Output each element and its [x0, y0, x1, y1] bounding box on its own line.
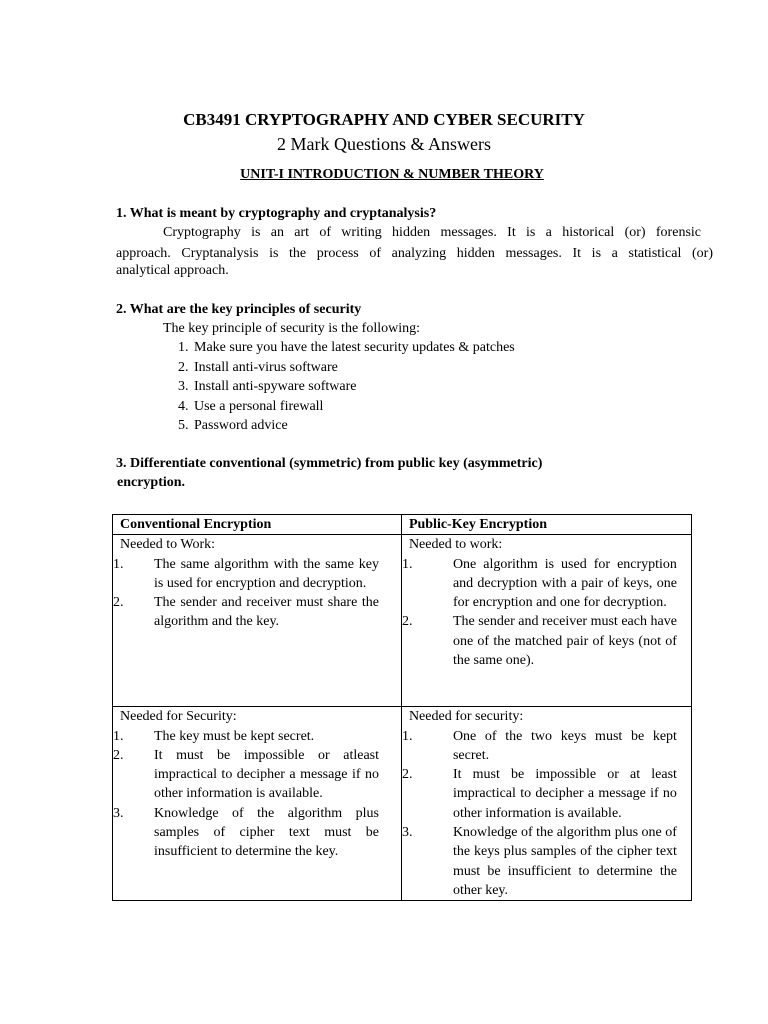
question-3-line-1: 3. Differentiate conventional (symmetric) from public key (asymmetric) — [116, 456, 543, 471]
security-principles-list — [172, 338, 515, 436]
item-number: 2. — [401, 767, 413, 783]
list-item — [113, 727, 401, 746]
question-3-line-2: encryption. — [117, 475, 186, 490]
list-item — [402, 765, 691, 823]
public-key-security-heading: Needed for security: — [408, 709, 524, 725]
question-1: 1. What is meant by cryptography and cryptanalysis? — [116, 206, 437, 221]
list-item: 2. Install anti-virus software — [192, 358, 515, 378]
answer-1-line-1: Cryptography is an art of writing hidden messages. It is a historical (or) forensic — [163, 225, 701, 240]
conventional-security-cell — [113, 707, 402, 901]
item-number: 1. — [113, 728, 124, 744]
answer-1-line-3: analytical approach. — [116, 263, 229, 278]
conventional-security-heading: Needed for Security: — [120, 709, 237, 725]
item-number: 1. — [401, 728, 413, 744]
list-item — [113, 746, 401, 804]
item-text: One of the two keys must be kept secret. — [452, 728, 677, 763]
list-item — [113, 593, 401, 632]
unit-heading-text: UNIT-I INTRODUCTION & NUMBER THEORY — [240, 167, 544, 182]
header-conventional: Conventional Encryption — [113, 515, 402, 535]
item-text: It must be impossible or at least impractical to decipher a message if no other information is available. — [452, 767, 677, 821]
table-row — [113, 707, 692, 901]
item-number: 1. — [113, 556, 124, 572]
item-text: It must be impossible or atleast impractical to decipher a message if no other information is available. — [154, 747, 379, 802]
item-text: The sender and receiver must each have one of the matched pair of keys (not of the same one). — [452, 614, 677, 669]
item-text: One algorithm is used for encryption and decryption with a pair of keys, one for encryption and one for decryption. — [452, 556, 677, 611]
comparison-table — [112, 514, 692, 901]
list-item — [402, 612, 691, 670]
public-key-work-cell — [401, 535, 691, 707]
item-number: 2. — [113, 747, 124, 763]
public-key-security-cell — [401, 707, 691, 901]
answer-2-intro: The key principle of security is the following: — [163, 321, 420, 336]
list-item: 1. Make sure you have the latest security updates & patches — [192, 338, 515, 358]
item-number: 2. — [113, 595, 124, 611]
table-header-row — [113, 515, 692, 535]
item-text: The same algorithm with the same key is used for encryption and decryption. — [154, 556, 379, 591]
item-text: The sender and receiver must share the algorithm and the key. — [154, 595, 379, 630]
list-item — [402, 555, 691, 613]
question-2: 2. What are the key principles of security — [116, 302, 362, 317]
list-item: 3. Install anti-spyware software — [192, 377, 515, 397]
item-text: Knowledge of the algorithm plus samples of cipher text must be insufficient to determine the key. — [154, 805, 379, 860]
list-item — [402, 823, 691, 900]
list-item: 4. Use a personal firewall — [192, 397, 515, 417]
public-key-work-heading: Needed to work: — [408, 537, 503, 553]
list-item — [113, 555, 401, 594]
conventional-work-heading: Needed to Work: — [120, 537, 216, 553]
item-number: 2. — [401, 614, 413, 630]
item-number: 3. — [113, 805, 124, 821]
header-public-key: Public-Key Encryption — [401, 515, 691, 535]
document-title: CB3491 CRYPTOGRAPHY AND CYBER SECURITY — [183, 110, 585, 129]
list-item: 5. Password advice — [192, 416, 515, 436]
item-number: 3. — [401, 825, 413, 841]
list-item — [402, 727, 691, 766]
list-item — [113, 804, 401, 862]
table-row — [113, 535, 692, 707]
item-number: 1. — [401, 556, 413, 572]
conventional-work-cell — [113, 535, 402, 707]
answer-1-line-2: approach. Cryptanalysis is the process of analyzing hidden messages. It is a statistical (or) — [116, 246, 713, 261]
item-text: Knowledge of the algorithm plus one of the keys plus samples of the cipher text must be insufficient to determine the other key. — [452, 825, 677, 898]
unit-heading — [0, 166, 768, 184]
item-text: The key must be kept secret. — [154, 728, 315, 744]
document-subtitle: 2 Mark Questions & Answers — [277, 134, 491, 154]
